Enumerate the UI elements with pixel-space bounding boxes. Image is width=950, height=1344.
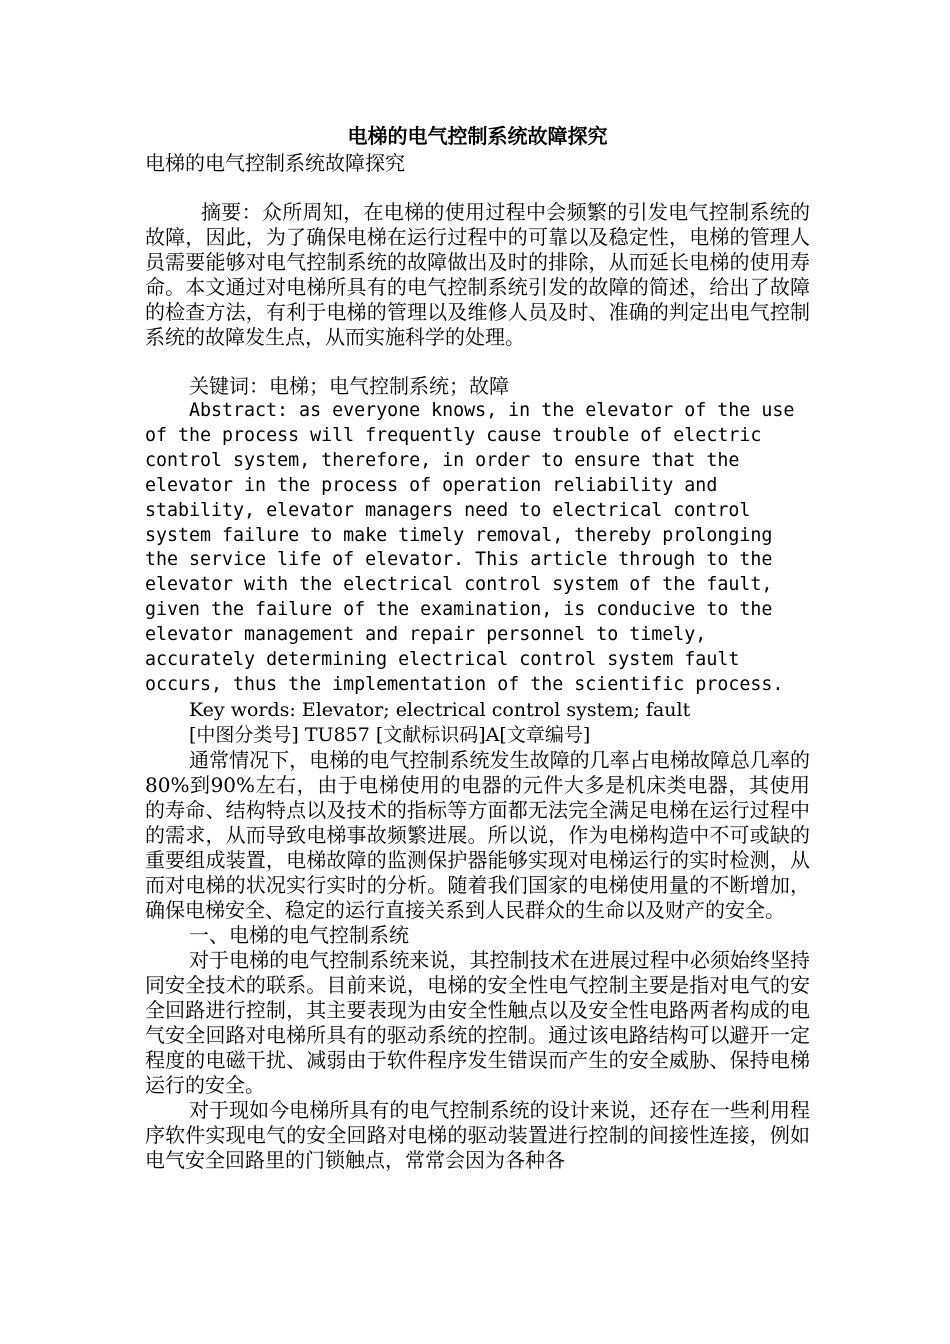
classification-line: [中图分类号] TU857 [文献标识码]A[文章编号] [189, 723, 591, 746]
abstract-cn: 摘要：众所周知，在电梯的使用过程中会频繁的引发电气控制系统的故障，因此，为了确保电梯在运行过程中的可靠以及稳定性，电梯的管理人员需要能够对电气控制系统的故障做出及时的排除，从而延长电梯的使用寿命。本文通过对电梯所具有的电气控制系统引发的故障的简述，给出了故障的检查方法，有利于电梯的管理以及维修人员及时、准确的判定出电气控制系统的故障发生点，从而实施科学的处理。 [145, 200, 810, 349]
document-page [145, 122, 810, 1173]
abstract-en: Abstract: as everyone knows, in the elevator of the use of the process will frequently cause trouble of electric control system, therefore, in order to ensure that the elevator in the process of operation reliability and stability, elevator managers need to electrical control system failure to make timely removal, thereby prolonging the service life of elevator. This article through to the elevator with the electrical control system of the fault, given the failure of the examination, is conducive to the elevator management and repair personnel to timely, accurately determining electrical control system fault occurs, thus the implementation of the scientific process. [145, 400, 795, 695]
document-subtitle: 电梯的电气控制系统故障探究 [145, 151, 405, 175]
document-title: 电梯的电气控制系统故障探究 [347, 124, 608, 148]
keywords-cn: 关键词：电梯；电气控制系统；故障 [189, 374, 509, 398]
keywords-en: Key words: Elevator; electrical control system; fault [189, 698, 691, 721]
section-heading: 一、电梯的电气控制系统 [189, 922, 409, 947]
body-paragraph: 对于电梯的电气控制系统来说，其控制技术在进展过程中必须始终坚持同安全技术的联系。目前来说，电梯的安全性电气控制主要是指对电气的安全回路进行控制，其主要表现为由安全性触点以及安全性电路两者构成的电气安全回路对电梯所具有的驱动系统的控制。通过该电路结构可以避开一定程度的电磁干扰、减弱由于软件程序发生错误而产生的安全威胁、保持电梯运行的安全。 [145, 947, 810, 1097]
body-paragraph: 对于现如今电梯所具有的电气控制系统的设计来说，还存在一些利用程序软件实现电气的安全回路对电梯的驱动装置进行控制的间接性连接，例如电气安全回路里的门锁触点，常常会因为各种各 [145, 1097, 810, 1172]
spacer [145, 350, 810, 374]
body-paragraph: 通常情况下，电梯的电气控制系统发生故障的几率占电梯故障总几率的80%到90%左右，由于电梯使用的电器的元件大多是机床类电器，其使用的寿命、结构特点以及技术的指标等方面都无法完全满足电梯在运行过程中的需求，从而导致电梯事故频繁进展。所以说，作为电梯构造中不可或缺的重要组成装置，电梯故障的监测保护器能够实现对电梯运行的实时检测，从而对电梯的状况实行实时的分析。随着我们国家的电梯使用量的不断增加，确保电梯安全、稳定的运行直接关系到人民群众的生命以及财产的安全。 [145, 747, 810, 922]
spacer [145, 176, 810, 200]
